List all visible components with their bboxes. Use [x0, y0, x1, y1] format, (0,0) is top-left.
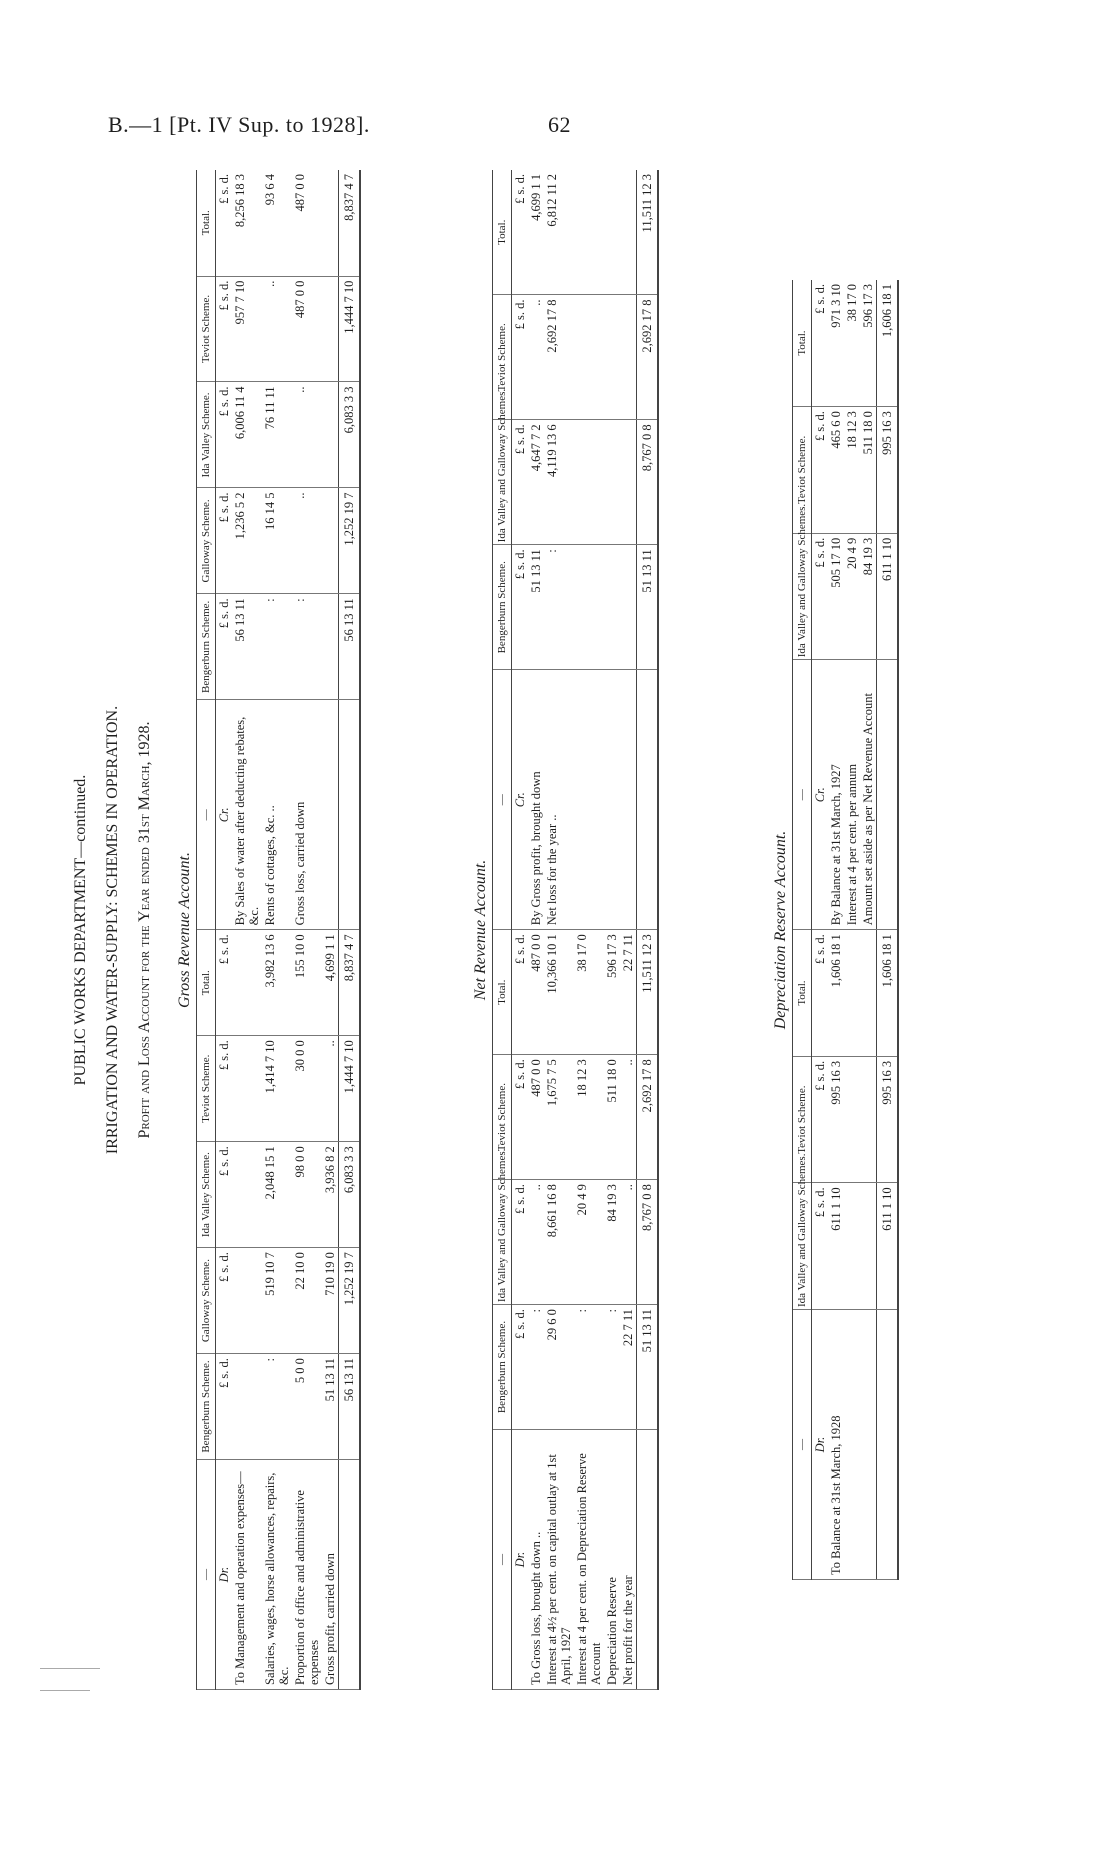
net-revenue-section	[470, 170, 659, 1690]
gross-column-header: Galloway Scheme.	[197, 1248, 216, 1354]
net-totals-row	[637, 170, 659, 1690]
dep-units-label: £ s. d.	[812, 533, 829, 660]
scheme-subtitle: IRRIGATION AND WATER-SUPPLY: SCHEMES IN OPERATION.	[104, 705, 121, 1155]
dep-column-header: —	[793, 1310, 812, 1580]
net-totals-spacer	[637, 670, 659, 930]
dep-column-header: Ida Valley and Galloway Schemes.	[793, 533, 812, 660]
net-units-label: £ s. d.	[512, 930, 529, 1055]
net-dr-value: 22 7 11	[620, 1305, 637, 1430]
gross-dr-value: 155 10 0	[292, 930, 322, 1036]
gross-cr-value: 487 0 0	[292, 170, 322, 276]
dep-cr-value: 596 17 3	[860, 280, 877, 407]
gross-column-header: —	[197, 700, 216, 930]
net-table-row	[544, 170, 574, 1690]
dep-cr-description: By Balance at 31st March, 1927	[828, 660, 844, 930]
gross-units-label: £ s. d.	[216, 1142, 233, 1248]
dep-units-label: £ s. d.	[812, 1183, 829, 1310]
dep-column-header: Total.	[793, 930, 812, 1057]
account-title: Profit and Loss Account for the Year ended 31st March, 1928.	[136, 721, 153, 1139]
gross-empty-cell	[322, 276, 339, 382]
net-table-row	[528, 170, 544, 1690]
net-empty-cell	[604, 420, 620, 545]
gross-empty-cell	[322, 700, 339, 930]
gross-units-label: £ s. d.	[216, 382, 233, 488]
gross-cr-value: 8,256 18 3	[232, 170, 262, 276]
dep-empty-cell	[860, 1183, 877, 1310]
gross-cr-value: 957 7 10	[232, 276, 262, 382]
net-dr-description: To Gross loss, brought down ..	[528, 1430, 544, 1690]
dep-column-header: Ida Valley and Galloway Schemes.	[793, 1183, 812, 1310]
net-dr-value: 29 6 0	[544, 1305, 574, 1430]
gross-cr-value: 1,236 5 2	[232, 488, 262, 594]
net-dr-description: Interest at 4 per cent. on Depreciation Reserve Account	[574, 1430, 604, 1690]
gross-cr-value: 16 14 5	[262, 488, 292, 594]
net-empty-cell	[620, 545, 637, 670]
dep-cr-label: Cr.	[812, 660, 829, 930]
net-table-row	[604, 170, 620, 1690]
dep-cr-total: 1,606 18 1	[877, 280, 899, 407]
gross-cr-value: ..	[292, 382, 322, 488]
net-empty-cell	[574, 670, 604, 930]
gross-empty-cell	[322, 488, 339, 594]
gross-units-label: £ s. d.	[216, 1354, 233, 1460]
net-dr-value: 84 19 3	[604, 1180, 620, 1305]
gross-units-label: £ s. d.	[216, 594, 233, 700]
gross-column-header: Bengerburn Scheme.	[197, 594, 216, 700]
net-cr-value: 2,692 17 8	[544, 295, 574, 420]
gross-units-label: £ s. d.	[216, 276, 233, 382]
gross-dr-value: 519 10 7	[262, 1248, 292, 1354]
dep-empty-cell	[844, 1310, 860, 1580]
net-cr-value: ..	[528, 295, 544, 420]
depreciation-table	[792, 280, 899, 1580]
gross-cr-description: By Sales of water after deducting rebates, &c.	[232, 700, 262, 930]
gross-column-header: Total.	[197, 930, 216, 1036]
gross-totals-row	[339, 170, 361, 1690]
gross-dr-total: 1,252 19 7	[339, 1248, 361, 1354]
dep-units-label: £ s. d.	[812, 1056, 829, 1183]
net-dr-total: 8,767 0 8	[637, 1180, 659, 1305]
net-empty-cell	[620, 295, 637, 420]
gross-revenue-title: Gross Revenue Account.	[176, 852, 193, 1008]
net-revenue-table	[492, 170, 659, 1690]
dep-dr-label: Dr.	[812, 1310, 829, 1580]
net-cr-value: 6,812 11 2	[544, 170, 574, 295]
net-cr-value: 4,119 13 6	[544, 420, 574, 545]
dep-dr-value: 995 16 3	[828, 1056, 844, 1183]
dep-empty-cell	[844, 930, 860, 1057]
dep-cr-value: 505 17 10	[828, 533, 844, 660]
dep-cr-description: Interest at 4 per cent. per annum	[844, 660, 860, 930]
gross-dr-value	[232, 1248, 262, 1354]
gross-cr-description: Rents of cottages, &c. ..	[262, 700, 292, 930]
dep-cr-value: 465 6 0	[828, 407, 844, 534]
net-dr-total: 2,692 17 8	[637, 1055, 659, 1180]
dep-cr-total: 995 16 3	[877, 407, 899, 534]
net-dr-value: 487 0 0	[528, 1055, 544, 1180]
gross-cr-value: 93 6 4	[262, 170, 292, 276]
dep-totals-spacer	[877, 1310, 899, 1580]
gross-table-row	[322, 170, 339, 1690]
net-cr-label: Cr.	[512, 670, 529, 930]
gross-dr-description: Salaries, wages, horse allowances, repairs, &c.	[262, 1460, 292, 1690]
net-cr-description: Net loss for the year ..	[544, 670, 574, 930]
net-dr-value: 511 18 0	[604, 1055, 620, 1180]
dep-cr-value: 18 12 3	[844, 407, 860, 534]
net-column-header: —	[493, 670, 512, 930]
net-units-label: £ s. d.	[512, 545, 529, 670]
net-dr-value: 10,366 10 1	[544, 930, 574, 1055]
gross-cr-value: 487 0 0	[292, 276, 322, 382]
gross-dr-total: 6,083 3 3	[339, 1142, 361, 1248]
gross-column-header: Bengerburn Scheme.	[197, 1354, 216, 1460]
net-column-header: Teviot Scheme.	[493, 295, 512, 420]
gross-cr-label: Cr.	[216, 700, 233, 930]
dep-empty-cell	[844, 1183, 860, 1310]
net-column-header: Total.	[493, 170, 512, 295]
gross-table-row	[232, 170, 262, 1690]
net-dr-value: ..	[620, 1055, 637, 1180]
dep-dr-description: To Balance at 31st March, 1928	[828, 1310, 844, 1580]
gross-dr-value: 4,699 1 1	[322, 930, 339, 1036]
gross-units-label: £ s. d.	[216, 488, 233, 594]
net-cr-total: 51 13 11	[637, 545, 659, 670]
gross-column-header: Total.	[197, 170, 216, 276]
gross-cr-total: 8,837 4 7	[339, 170, 361, 276]
gross-cr-total: 6,083 3 3	[339, 382, 361, 488]
net-empty-cell	[620, 170, 637, 295]
dep-empty-cell	[860, 1056, 877, 1183]
dep-units-label: £ s. d.	[812, 407, 829, 534]
gross-dr-total: 1,444 7 10	[339, 1036, 361, 1142]
net-column-header: Bengerburn Scheme.	[493, 545, 512, 670]
net-dr-description: Net profit for the year	[620, 1430, 637, 1690]
dep-cr-total: 611 1 10	[877, 533, 899, 660]
gross-dr-label: Dr.	[216, 1460, 233, 1690]
gross-units-label: £ s. d.	[216, 1036, 233, 1142]
gross-cr-description: Gross loss, carried down	[292, 700, 322, 930]
gross-empty-cell	[322, 382, 339, 488]
net-units-label: £ s. d.	[512, 420, 529, 545]
net-dr-value: 20 4 9	[574, 1180, 604, 1305]
gross-dr-value	[232, 1142, 262, 1248]
dep-cr-value: 971 3 10	[828, 280, 844, 407]
gross-cr-value: ..	[262, 276, 292, 382]
gross-dr-value: 98 0 0	[292, 1142, 322, 1248]
dep-table-row	[860, 280, 877, 1580]
gross-dr-value: :	[262, 1354, 292, 1460]
dep-cr-value: 511 18 0	[860, 407, 877, 534]
gross-dr-value: 1,414 7 10	[262, 1036, 292, 1142]
gross-column-header: Teviot Scheme.	[197, 276, 216, 382]
net-totals-spacer	[637, 1430, 659, 1690]
gross-cr-value: ..	[292, 488, 322, 594]
rotated-account-page	[70, 170, 1020, 1690]
net-empty-cell	[604, 170, 620, 295]
net-empty-cell	[604, 670, 620, 930]
dep-empty-cell	[860, 930, 877, 1057]
dep-dr-total: 1,606 18 1	[877, 930, 899, 1057]
dep-table-row	[844, 280, 860, 1580]
net-column-header: Bengerburn Scheme.	[493, 1305, 512, 1430]
net-cr-value: 4,647 7 2	[528, 420, 544, 545]
depreciation-title: Depreciation Reserve Account.	[772, 830, 789, 1030]
net-cr-description: By Gross profit, brought down	[528, 670, 544, 930]
net-cr-total: 2,692 17 8	[637, 295, 659, 420]
gross-column-header: —	[197, 1460, 216, 1690]
dep-totals-row	[877, 280, 899, 1580]
gross-dr-value: 30 0 0	[292, 1036, 322, 1142]
gross-totals-spacer	[339, 1460, 361, 1690]
gross-dr-value: 5 0 0	[292, 1354, 322, 1460]
net-cr-value: :	[544, 545, 574, 670]
net-column-header: Total.	[493, 930, 512, 1055]
gross-dr-value: 3,936 8 2	[322, 1142, 339, 1248]
net-empty-cell	[604, 295, 620, 420]
gross-revenue-section	[174, 170, 361, 1690]
net-units-label: £ s. d.	[512, 170, 529, 295]
net-dr-value: 596 17 3	[604, 930, 620, 1055]
gross-revenue-table	[196, 170, 361, 1690]
net-column-header: Ida Valley and Galloway Schemes.	[493, 420, 512, 545]
gross-cr-value: 76 11 11	[262, 382, 292, 488]
net-table-row	[574, 170, 604, 1690]
gross-table-row	[262, 170, 292, 1690]
gross-dr-description: To Management and operation expenses—	[232, 1460, 262, 1690]
dep-empty-cell	[844, 1056, 860, 1183]
net-cr-value: 51 13 11	[528, 545, 544, 670]
dep-cr-value: 20 4 9	[844, 533, 860, 660]
depreciation-section	[770, 280, 899, 1580]
net-revenue-title: Net Revenue Account.	[472, 859, 489, 1001]
gross-dr-description: Proportion of office and administrative expenses	[292, 1460, 322, 1690]
dep-cr-description: Amount set aside as per Net Revenue Account	[860, 660, 877, 930]
net-dr-value: 8,661 16 8	[544, 1180, 574, 1305]
net-dr-value: 38 17 0	[574, 930, 604, 1055]
net-dr-label: Dr.	[512, 1430, 529, 1690]
net-units-label: £ s. d.	[512, 1055, 529, 1180]
net-empty-cell	[574, 545, 604, 670]
dep-dr-total: 611 1 10	[877, 1183, 899, 1310]
gross-cr-total: 1,444 7 10	[339, 276, 361, 382]
gross-dr-description: Gross profit, carried down	[322, 1460, 339, 1690]
gross-cr-value: 56 13 11	[232, 594, 262, 700]
dep-units-label: £ s. d.	[812, 280, 829, 407]
gross-dr-value: 22 10 0	[292, 1248, 322, 1354]
gross-dr-value: 3,982 13 6	[262, 930, 292, 1036]
net-dr-value: :	[528, 1305, 544, 1430]
net-units-label: £ s. d.	[512, 295, 529, 420]
net-units-label: £ s. d.	[512, 1180, 529, 1305]
gross-cr-total: 1,252 19 7	[339, 488, 361, 594]
gross-cr-value: :	[292, 594, 322, 700]
dep-column-header: Teviot Scheme.	[793, 407, 812, 534]
gross-column-header: Ida Valley Scheme.	[197, 1142, 216, 1248]
gross-dr-value: ..	[322, 1036, 339, 1142]
net-dr-value: 22 7 11	[620, 930, 637, 1055]
dep-column-header: Total.	[793, 280, 812, 407]
gross-dr-value	[232, 1354, 262, 1460]
page-header-reference: B.—1 [Pt. IV Sup. to 1928].	[108, 112, 370, 137]
dep-dr-value: 1,606 18 1	[828, 930, 844, 1057]
gross-cr-value: :	[262, 594, 292, 700]
net-dr-description: Interest at 4½ per cent. on capital outlay at 1st April, 1927	[544, 1430, 574, 1690]
net-units-label: £ s. d.	[512, 1305, 529, 1430]
gross-dr-value: 710 19 0	[322, 1248, 339, 1354]
gross-dr-total: 8,837 4 7	[339, 930, 361, 1036]
net-empty-cell	[574, 420, 604, 545]
gross-dr-value	[232, 930, 262, 1036]
gross-column-header: Teviot Scheme.	[197, 1036, 216, 1142]
scan-mark	[40, 1690, 90, 1691]
net-column-header: Teviot Scheme.	[493, 1055, 512, 1180]
net-cr-value: 4,699 1 1	[528, 170, 544, 295]
gross-units-label: £ s. d.	[216, 1248, 233, 1354]
net-dr-value: 18 12 3	[574, 1055, 604, 1180]
page-number: 62	[548, 112, 571, 137]
net-dr-total: 51 13 11	[637, 1305, 659, 1430]
gross-cr-value: 6,006 11 4	[232, 382, 262, 488]
net-empty-cell	[620, 420, 637, 545]
net-empty-cell	[574, 170, 604, 295]
gross-cr-total: 56 13 11	[339, 594, 361, 700]
net-table-row	[620, 170, 637, 1690]
net-empty-cell	[574, 295, 604, 420]
net-column-header: —	[493, 1430, 512, 1690]
gross-empty-cell	[322, 594, 339, 700]
net-cr-total: 8,767 0 8	[637, 420, 659, 545]
gross-column-header: Galloway Scheme.	[197, 488, 216, 594]
dep-cr-value: 38 17 0	[844, 280, 860, 407]
net-dr-description: Depreciation Reserve	[604, 1430, 620, 1690]
gross-column-header: Ida Valley Scheme.	[197, 382, 216, 488]
dep-empty-cell	[860, 1310, 877, 1580]
gross-units-label: £ s. d.	[216, 170, 233, 276]
dep-table-row	[828, 280, 844, 1580]
dep-dr-total: 995 16 3	[877, 1056, 899, 1183]
gross-dr-value: 51 13 11	[322, 1354, 339, 1460]
dep-dr-value: 611 1 10	[828, 1183, 844, 1310]
net-dr-total: 11,511 12 3	[637, 930, 659, 1055]
net-dr-value: 487 0 0	[528, 930, 544, 1055]
dep-totals-spacer	[877, 660, 899, 930]
dep-units-label: £ s. d.	[812, 930, 829, 1057]
gross-table-row	[292, 170, 322, 1690]
net-dr-value: 1,675 7 5	[544, 1055, 574, 1180]
gross-dr-value	[232, 1036, 262, 1142]
net-dr-value: :	[604, 1305, 620, 1430]
gross-totals-spacer	[339, 700, 361, 930]
net-cr-total: 11,511 12 3	[637, 170, 659, 295]
net-dr-value: ..	[528, 1180, 544, 1305]
net-dr-value: :	[574, 1305, 604, 1430]
net-empty-cell	[604, 545, 620, 670]
gross-dr-value: 2,048 15 1	[262, 1142, 292, 1248]
dep-cr-value: 84 19 3	[860, 533, 877, 660]
department-title: PUBLIC WORKS DEPARTMENT—continued.	[72, 774, 89, 1086]
net-empty-cell	[620, 670, 637, 930]
gross-dr-total: 56 13 11	[339, 1354, 361, 1460]
net-dr-value: ..	[620, 1180, 637, 1305]
dep-column-header: —	[793, 660, 812, 930]
net-column-header: Ida Valley and Galloway Schemes.	[493, 1180, 512, 1305]
gross-units-label: £ s. d.	[216, 930, 233, 1036]
gross-empty-cell	[322, 170, 339, 276]
dep-column-header: Teviot Scheme.	[793, 1056, 812, 1183]
